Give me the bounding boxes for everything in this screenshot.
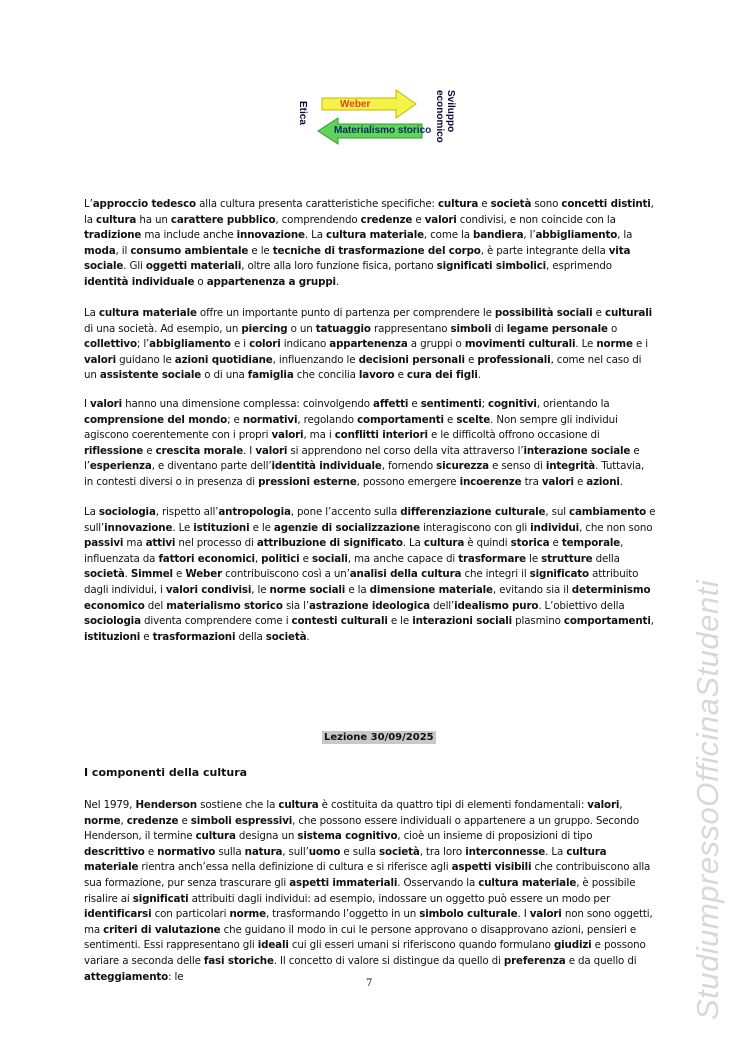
- bold-term: valori: [424, 213, 457, 226]
- bold-term: agenzie di socializzazione: [273, 521, 420, 534]
- bold-term: determinismo economico: [84, 583, 651, 612]
- bold-term: cultura materiale: [98, 307, 197, 319]
- materialismo-arrow-label: Materialismo storico: [334, 125, 432, 136]
- bold-term: carattere pubblico: [170, 213, 276, 226]
- bold-term: sentimenti: [420, 398, 482, 410]
- paragraph-4: La sociologia, rispetto all’antropologia, pone l’accento sulla differenziazione culturale, sul cambiamento e sull’innovazione. Le istituzioni e le agenzie di socializzazione interagiscono con gli individui, che non sono passivi ma attivi nel processo di attribuzione di significato. La cultura è quindi storica e temporale, influenzata da fattori economici, politici e sociali, ma anche capace di trasformare le strutture della società. Simmel e Weber contribuiscono così a un’analisi della cultura che integri il significato attribuito dagli individui, i valori condivisi, le norme sociali e la dimensione materiale, evitando sia il determinismo economico del materialismo storico sia l’astrazione ideologica dell’idealismo puro. L’obiettivo della sociologia diventa comprendere come i contesti culturali e le interazioni sociali plasmino comportamenti, istituzioni e trasformazioni della società.: [84, 506, 656, 643]
- bold-term: interazioni sociali: [412, 615, 513, 628]
- paragraph-1: L’approccio tedesco alla cultura presenta caratteristiche specifiche: cultura e società sono concetti distinti, la cultura ha un carattere pubblico, comprendendo credenze e valori condivisi, e non coincide con la tradizione ma include anche innovazione. La cultura materiale, come la bandiera, l’abbigliamento, la moda, il consumo ambientale e le tecniche di trasformazione del corpo, è parte integrante della vita sociale. Gli oggetti materiali, oltre alla loro funzione fisica, portano significati simbolici, esprimendo identità individuale o appartenenza a gruppi.: [84, 198, 654, 288]
- bold-term: innovazione: [236, 229, 305, 242]
- bold-term: atteggiamento: [84, 970, 169, 983]
- diagram-arrows: [0, 0, 744, 160]
- bold-term: azioni quotidiane: [174, 353, 273, 366]
- bold-term: sistema cognitivo: [297, 830, 398, 843]
- bold-term: possibilità sociali: [494, 307, 593, 319]
- bold-term: comportamenti: [357, 413, 444, 426]
- bold-term: abbigliamento: [149, 338, 231, 351]
- bold-term: lavoro: [358, 369, 395, 382]
- bold-term: comportamenti: [563, 615, 651, 628]
- bold-term: sicurezza: [436, 460, 489, 473]
- bold-term: significati: [132, 892, 189, 905]
- bold-term: crescita morale: [155, 444, 244, 457]
- bold-term: cambiamento: [569, 506, 647, 518]
- paragraph-5: Nel 1979, Henderson sostiene che la cultura è costituita da quattro tipi di elementi fondamentali: valori, norme, credenze e simboli espressivi, che possono essere individuali o appartenere a un gruppo. Secondo Henderson, il termine cultura designa un sistema cognitivo, cioè un insieme di proposizioni di tipo descrittivo e normativo sulla natura, sull’uomo e sulla società, tra loro interconnesse. La cultura materiale rientra anch’essa nella definizione di cultura e si riferisce agli aspetti visibili che contribuiscono alla sua formazione, pur senza trascurare gli aspetti immateriali. Osservando la cultura materiale, è possibile risalire ai significati attribuiti dagli individui: ad esempio, indossare un oggetto può essere un modo per identificarsi con particolari norme, trasformando l’oggetto in un simbolo culturale. I valori non sono oggetti, ma criteri di valutazione che guidano il modo in cui le persone approvano o disapprovano azioni, pensieri e sentimenti. Essi rappresentano gli ideali cui gli esseri umani si riferiscono quando formulano giudizi e possono variare a seconda delle fasi storiche. Il concetto di valore si distingue da quello di preferenza e da quello di atteggiamento: le: [84, 799, 653, 983]
- bold-term: scelte: [456, 413, 491, 426]
- bold-term: normativo: [157, 845, 216, 858]
- bold-term: società: [84, 568, 125, 581]
- bold-term: società: [379, 845, 420, 858]
- bold-term: piercing: [241, 322, 288, 335]
- bold-term: appartenenza a gruppi: [206, 275, 336, 288]
- bold-term: temporale: [561, 537, 621, 550]
- bold-term: società: [265, 630, 307, 643]
- bold-term: passivi: [84, 537, 124, 550]
- bold-term: assistente sociale: [99, 369, 202, 382]
- bold-term: analisi della cultura: [349, 568, 462, 581]
- bold-term: credenze: [126, 814, 179, 827]
- bold-term: norme: [596, 338, 633, 351]
- bold-term: astrazione ideologica: [309, 599, 430, 612]
- bold-term: conflitti interiori: [334, 429, 428, 442]
- bold-term: legame personale: [506, 322, 608, 335]
- bold-term: cultura: [423, 537, 465, 550]
- bold-term: moda: [84, 244, 116, 257]
- bold-term: strutture: [541, 552, 593, 565]
- bold-term: norme sociali: [269, 583, 346, 596]
- bold-term: attivi: [145, 537, 176, 550]
- bold-term: cultura materiale: [325, 229, 424, 242]
- bold-term: sociologia: [98, 506, 156, 518]
- bold-term: idealismo puro: [454, 599, 539, 612]
- bold-term: approccio tedesco: [92, 198, 196, 210]
- bold-term: esperienza: [89, 460, 152, 473]
- bold-term: abbigliamento: [535, 229, 618, 242]
- bold-term: trasformare: [458, 552, 527, 565]
- bold-term: cultura: [195, 830, 236, 843]
- bold-term: appartenenza: [329, 338, 408, 351]
- bold-term: politici: [261, 552, 300, 565]
- bold-term: famiglia: [247, 369, 294, 382]
- bold-term: descrittivo: [84, 845, 145, 858]
- bold-term: istituzioni: [84, 630, 141, 643]
- bold-term: valori condivisi: [165, 583, 252, 596]
- bold-term: materialismo storico: [166, 599, 283, 612]
- bold-term: cognitivi: [488, 398, 537, 410]
- bold-term: pressioni esterne: [258, 475, 357, 488]
- bold-term: norme: [84, 814, 121, 827]
- bold-term: decisioni personali: [358, 353, 465, 366]
- bold-term: cura dei figli: [406, 369, 478, 382]
- lesson-title: Lezione 30/09/2025: [324, 732, 434, 743]
- bold-term: incoerenze: [459, 475, 522, 488]
- bold-term: cultura: [96, 213, 137, 226]
- bold-term: identificarsi: [84, 908, 152, 921]
- bold-term: criteri di valutazione: [103, 923, 221, 936]
- bold-term: valori: [90, 398, 122, 410]
- bold-term: normativi: [242, 413, 298, 426]
- bold-term: individui: [530, 521, 580, 534]
- bold-term: comprensione del mondo: [84, 413, 228, 426]
- bold-term: tradizione: [84, 229, 142, 242]
- bold-term: affetti: [373, 398, 409, 410]
- bold-term: innovazione: [104, 521, 173, 534]
- bold-term: società: [490, 198, 532, 210]
- bold-term: preferenza: [503, 954, 566, 967]
- bold-term: movimenti culturali: [464, 338, 576, 351]
- bold-term: Weber: [185, 568, 223, 581]
- bold-term: integrità: [545, 460, 596, 473]
- bold-term: riflessione: [84, 444, 144, 457]
- bold-term: sociali: [312, 552, 348, 565]
- bold-term: fasi storiche: [203, 954, 274, 967]
- bold-term: natura: [244, 845, 283, 858]
- weber-arrow-label: Weber: [340, 99, 371, 110]
- bold-term: interconnesse: [465, 845, 546, 858]
- bold-term: valori: [587, 799, 620, 811]
- bold-term: vita sociale: [84, 244, 631, 273]
- bold-term: credenze: [360, 213, 413, 226]
- bold-term: valori: [529, 908, 562, 921]
- bold-term: simbolo culturale: [419, 908, 518, 921]
- bold-term: tecniche di trasformazione del corpo: [272, 244, 481, 257]
- bold-term: valori: [541, 475, 574, 488]
- sviluppo-label: Sviluppo: [445, 90, 456, 133]
- bold-term: simboli espressivi: [190, 814, 293, 827]
- bold-term: giudizi: [553, 939, 592, 952]
- etica-label: Etica: [297, 101, 308, 125]
- bold-term: consumo ambientale: [130, 244, 249, 257]
- bold-term: culturali: [605, 307, 652, 319]
- bold-term: valori: [84, 353, 116, 366]
- bold-term: professionali: [477, 353, 551, 366]
- bold-term: concetti distinti: [561, 198, 651, 210]
- paragraph-3: I valori hanno una dimensione complessa: coinvolgendo affetti e sentimenti; cognitivi, orientando la comprensione del mondo; e normativi, regolando comportamenti e scelte. Non sempre gli individui agiscono coerentemente con i propri valori, ma i conflitti interiori e le difficoltà offrono occasione di riflessione e crescita morale. I valori si apprendono nel corso della vita attraverso l’interazione sociale e l’esperienza, e diventano parte dell’identità individuale, fornendo sicurezza e senso di integrità. Tuttavia, in contesti diversi o in presenza di pressioni esterne, possono emergere incoerenze tra valori e azioni.: [84, 398, 645, 488]
- bold-term: contesti culturali: [291, 615, 388, 628]
- bold-term: aspetti visibili: [451, 861, 532, 874]
- bold-term: significato: [529, 568, 589, 581]
- bold-term: simboli: [450, 322, 492, 335]
- bold-term: storica: [510, 537, 550, 550]
- bold-term: collettivo: [84, 338, 137, 351]
- section-title: I componenti della cultura: [84, 766, 248, 779]
- bold-term: valori: [271, 429, 304, 442]
- bold-term: ideali: [257, 939, 289, 952]
- bold-term: differenziazione culturale: [400, 506, 546, 518]
- bold-term: bandiera: [473, 229, 524, 242]
- bold-term: interazione sociale: [523, 444, 631, 457]
- bold-term: cultura: [437, 198, 479, 210]
- watermark: StudiumpressoOfficinaStudenti: [690, 579, 725, 1020]
- bold-term: colori: [249, 338, 281, 351]
- bold-term: Simmel: [130, 568, 173, 581]
- bold-term: istituzioni: [193, 521, 250, 534]
- bold-term: valori: [255, 444, 288, 457]
- bold-term: trasformazioni: [152, 630, 236, 643]
- bold-term: dimensione materiale: [369, 583, 493, 596]
- bold-term: azioni: [586, 475, 620, 488]
- bold-term: tatuaggio: [315, 322, 371, 335]
- bold-term: cultura: [278, 799, 319, 811]
- bold-term: identità individuale: [271, 460, 382, 473]
- bold-term: antropologia: [218, 506, 291, 518]
- bold-term: significati simbolici: [436, 260, 547, 273]
- bold-term: cultura materiale: [478, 876, 577, 889]
- bold-term: norme: [229, 908, 266, 921]
- paragraph-2: La cultura materiale offre un importante punto di partenza per comprendere le possibilità sociali e culturali di una società. Ad esempio, un piercing o un tatuaggio rappresentano simboli di legame personale o collettivo; l’abbigliamento e i colori indicano appartenenza a gruppi o movimenti culturali. Le norme e i valori guidano le azioni quotidiane, influenzando le decisioni personali e professionali, come nel caso di un assistente sociale o di una famiglia che concilia lavoro e cura dei figli.: [84, 307, 652, 382]
- bold-term: fattori economici: [158, 552, 255, 565]
- bold-term: sociologia: [84, 615, 141, 628]
- bold-term: attribuzione di significato: [256, 537, 403, 550]
- economico-label: economico: [434, 90, 445, 143]
- bold-term: Henderson: [135, 799, 197, 811]
- bold-term: oggetti materiali: [145, 260, 242, 273]
- bold-term: identità individuale: [84, 275, 195, 288]
- page-number: 7: [366, 978, 373, 989]
- bold-term: cultura materiale: [84, 845, 607, 874]
- bold-term: aspetti immateriali: [289, 876, 398, 889]
- bold-term: uomo: [308, 845, 341, 858]
